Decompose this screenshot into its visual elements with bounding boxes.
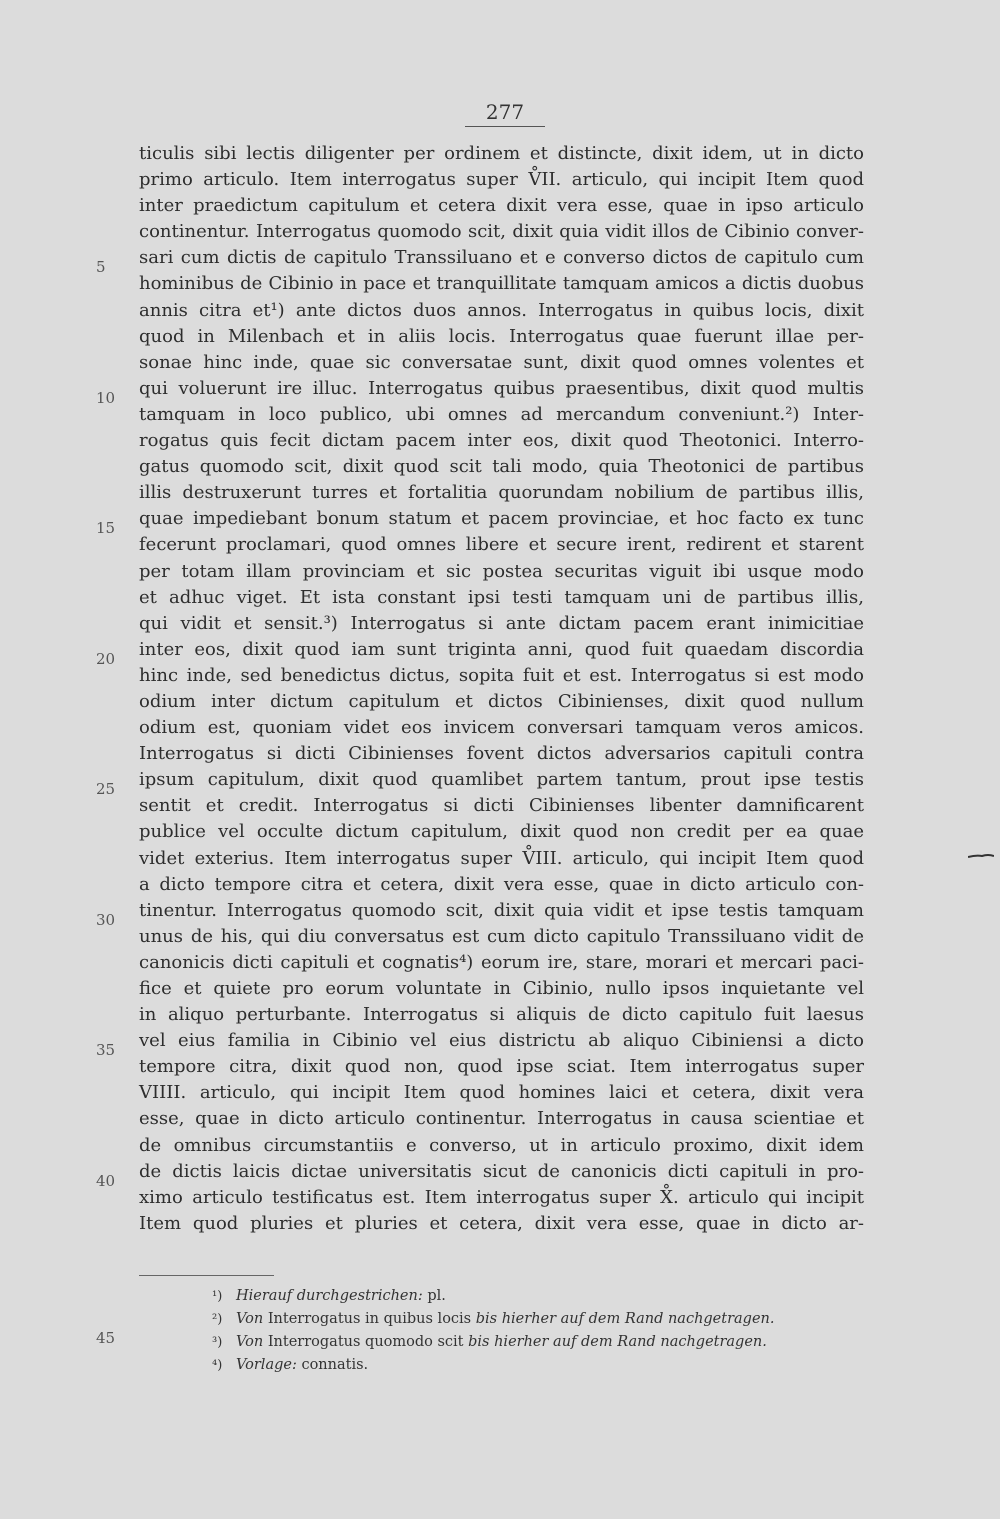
footnote: [212, 1285, 872, 1308]
text-line: fice et quiete pro eorum voluntate in Cibinio, nullo ipsos inquietante vel: [139, 978, 864, 999]
text-line: per totam illam provinciam et sic postea securitas viguit ibi usque modo: [139, 560, 864, 582]
text-line: odium est, quoniam videt eos invicem conversari tamquam veros amicos.: [139, 717, 864, 739]
footnote-text: Interrogatus quomodo scit: [263, 1334, 469, 1350]
editorial-note: bis hierher auf dem Rand nachgetragen.: [468, 1334, 767, 1350]
footnote-text: Interrogatus in quibus locis: [263, 1311, 476, 1327]
text-line: primo articulo. Item interrogatus super V̊II. articulo, qui incipit Item quod: [139, 169, 864, 191]
line-number: 35: [96, 1041, 116, 1059]
text-line: illis destruxerunt turres et fortalitia quorundam nobilium de partibus illis,: [139, 482, 864, 504]
text-line: videt exterius. Item interrogatus super V̊III. articulo, qui incipit Item quod: [139, 847, 864, 869]
text-line: quod in Milenbach et in aliis locis. Interrogatus quae fuerunt illae per-: [139, 325, 864, 347]
page-number: 277: [485, 100, 525, 124]
text-line: de omnibus circumstantiis e converso, ut in articulo proximo, dixit idem: [139, 1134, 864, 1156]
text-line: Item quod pluries et pluries et cetera, dixit vera esse, quae in dicto ar-: [139, 1212, 864, 1234]
line-number: 45: [96, 1329, 116, 1347]
text-line: canonicis dicti capituli et cognatis⁴) eorum ire, stare, morari et mercari paci-: [139, 951, 864, 973]
footnote-separator: [139, 1275, 274, 1276]
text-line: inter praedictum capitulum et cetera dixit vera esse, quae in ipso articulo: [139, 195, 864, 217]
text-line: ipsum capitulum, dixit quod quamlibet partem tantum, prout ipse testis: [139, 769, 864, 791]
text-line: tinentur. Interrogatus quomodo scit, dixit quia vidit et ipse testis tamquam: [139, 899, 864, 921]
text-line: sonae hinc inde, quae sic conversatae sunt, dixit quod omnes volentes et: [139, 351, 864, 373]
editorial-note: Vorlage:: [236, 1357, 297, 1373]
text-line: in aliquo perturbante. Interrogatus si aliquis de dicto capitulo fuit laesus: [139, 1004, 864, 1026]
line-number: 10: [96, 389, 116, 407]
footnote-mark: ³): [212, 1335, 223, 1350]
text-line: inter eos, dixit quod iam sunt triginta anni, quod fuit quaedam discordia: [139, 638, 864, 660]
text-line: sentit et credit. Interrogatus si dicti Cibinienses libenter damnificarent: [139, 795, 864, 817]
line-number: 5: [96, 258, 106, 276]
text-line: publice vel occulte dictum capitulum, dixit quod non credit per ea quae: [139, 821, 864, 843]
text-line: unus de his, qui diu conversatus est cum dicto capitulo Transsiluano vidit de: [139, 925, 864, 947]
text-line: continentur. Interrogatus quomodo scit, dixit quia vidit illos de Cibinio conver-: [139, 221, 864, 243]
text-line: gatus quomodo scit, dixit quod scit tali modo, quia Theotonici de partibus: [139, 456, 864, 478]
footnote: [212, 1354, 872, 1377]
footnotes: [212, 1285, 872, 1377]
text-line: sari cum dictis de capitulo Transsiluano et e converso dictos de capitulo cum: [139, 247, 864, 269]
text-line: qui voluerunt ire illuc. Interrogatus quibus praesentibus, dixit quod multis: [139, 377, 864, 399]
text-line: VIIII. articulo, qui incipit Item quod homines laici et cetera, dixit vera: [139, 1082, 864, 1104]
footnote-text: pl.: [422, 1288, 446, 1304]
editorial-note: Hierauf durchgestrichen:: [236, 1288, 423, 1304]
footnote-text: connatis.: [296, 1357, 369, 1373]
footnote: [212, 1308, 872, 1331]
text-line: annis citra et¹) ante dictos duos annos. Interrogatus in quibus locis, dixit: [139, 299, 864, 321]
text-line: Interrogatus si dicti Cibinienses fovent dictos adversarios capituli contra: [139, 743, 864, 765]
line-number: 20: [96, 650, 116, 668]
line-number: 15: [96, 519, 116, 537]
page-number-rule: [465, 126, 545, 127]
editorial-note: Von: [236, 1311, 264, 1327]
main-text: [139, 141, 864, 1237]
text-line: tamquam in loco publico, ubi omnes ad mercandum conveniunt.²) Inter-: [139, 403, 864, 425]
text-line: fecerunt proclamari, quod omnes libere et secure irent, redirent et starent: [139, 534, 864, 556]
footnote-mark: ¹): [212, 1289, 223, 1304]
line-number: 30: [96, 911, 116, 929]
text-line: de dictis laicis dictae universitatis sicut de canonicis dicti capituli in pro-: [139, 1160, 864, 1182]
text-line: hinc inde, sed benedictus dictus, sopita fuit et est. Interrogatus si est modo: [139, 664, 864, 686]
text-line: ticulis sibi lectis diligenter per ordinem et distincte, dixit idem, ut in dicto: [139, 143, 864, 164]
text-line: esse, quae in dicto articulo continentur. Interrogatus in causa scientiae et: [139, 1108, 864, 1130]
footnote: [212, 1331, 872, 1354]
editorial-note: bis hierher auf dem Rand nachgetragen.: [475, 1311, 775, 1327]
text-line: vel eius familia in Cibinio vel eius districtu ab aliquo Cibiniensi a dicto: [139, 1030, 864, 1052]
text-line: quae impediebant bonum statum et pacem provinciae, et hoc facto ex tunc: [139, 508, 864, 530]
text-line: ximo articulo testificatus est. Item interrogatus super X̊. articulo qui incipit: [139, 1186, 864, 1208]
text-line: tempore citra, dixit quod non, quod ipse sciat. Item interrogatus super: [139, 1056, 864, 1078]
line-number: 25: [96, 780, 116, 798]
text-line: odium inter dictum capitulum et dictos Cibinienses, dixit quod nullum: [139, 690, 864, 712]
text-line: qui vidit et sensit.³) Interrogatus si ante dictam pacem erant inimicitiae: [139, 612, 864, 634]
text-line: rogatus quis fecit dictam pacem inter eos, dixit quod Theotonici. Interro-: [139, 430, 864, 452]
line-number: 40: [96, 1172, 116, 1190]
text-line: hominibus de Cibinio in pace et tranquillitate tamquam amicos a dictis duobus: [139, 273, 864, 295]
margin-pencil-mark: [968, 853, 994, 859]
text-line: a dicto tempore citra et cetera, dixit vera esse, quae in dicto articulo con-: [139, 873, 864, 895]
footnote-mark: ⁴): [212, 1358, 223, 1373]
footnote-mark: ²): [212, 1312, 223, 1327]
text-line: et adhuc viget. Et ista constant ipsi testi tamquam uni de partibus illis,: [139, 586, 864, 608]
editorial-note: Von: [236, 1334, 264, 1350]
